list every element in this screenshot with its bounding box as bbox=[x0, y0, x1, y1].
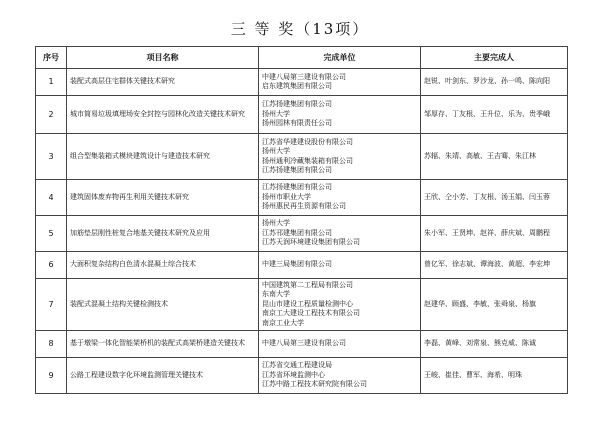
project-name: 装配式高层住宅群体关键技术研究 bbox=[67, 69, 259, 96]
header-units: 完成单位 bbox=[259, 47, 421, 69]
main-contributors: 赵锐、叶剑东、罗沙龙、孙一鸣、陈向阳 bbox=[421, 69, 568, 96]
project-name: 基于墩梁一体化智能架桥机的装配式高架桥建造关键技术 bbox=[67, 331, 259, 358]
table-row bbox=[36, 252, 568, 279]
row-number: 7 bbox=[36, 279, 67, 331]
main-contributors: 王欣、仝小芳、丁友根、汤玉娟、闫玉蓉 bbox=[421, 180, 568, 216]
project-name: 大面积复杂结构白色清水混凝土综合技术 bbox=[67, 252, 259, 279]
completing-units: 江苏省交通工程建设局 江苏省环境监测中心 江苏中路工程技术研究院有限公司 bbox=[259, 358, 421, 394]
completing-units: 江苏扬建集团有限公司 扬州市职业大学 扬州惠民再生资源有限公司 bbox=[259, 180, 421, 216]
main-contributors: 邹厚存、丁友根、王升位、乐为、贵季峨 bbox=[421, 96, 568, 134]
completing-units: 中建八局第三建设有限公司 启东建筑集团有限公司 bbox=[259, 69, 421, 96]
project-name: 装配式混凝土结构关键检测技术 bbox=[67, 279, 259, 331]
header-num: 序号 bbox=[36, 47, 67, 69]
main-contributors: 曾亿军、徐志斌、谭海波、黄超、李宏坤 bbox=[421, 252, 568, 279]
row-number: 2 bbox=[36, 96, 67, 134]
project-name: 加筋垫层刚性桩复合地基关键技术研究及应用 bbox=[67, 216, 259, 252]
table-row bbox=[36, 180, 568, 216]
table-row bbox=[36, 134, 568, 180]
main-contributors: 李磊、黄峰、刘常泉、熊克威、陈诚 bbox=[421, 331, 568, 358]
row-number: 8 bbox=[36, 331, 67, 358]
row-number: 5 bbox=[36, 216, 67, 252]
completing-units: 中建八局第三建设有限公司 bbox=[259, 331, 421, 358]
row-number: 4 bbox=[36, 180, 67, 216]
table-row bbox=[36, 331, 568, 358]
completing-units: 江苏省华建建设股份有限公司 扬州大学 扬州通利冷藏集装箱有限公司 江苏扬建集团有限公司 bbox=[259, 134, 421, 180]
row-number: 1 bbox=[36, 69, 67, 96]
row-number: 6 bbox=[36, 252, 67, 279]
main-contributors: 朱小军、王贤坤、赵祥、薛庆斌、周鹏程 bbox=[421, 216, 568, 252]
project-name: 城市简易垃圾填埋场安全封控与园林化改造关键技术研究 bbox=[67, 96, 259, 134]
awards-table bbox=[35, 46, 568, 394]
header-people: 主要完成人 bbox=[421, 47, 568, 69]
completing-units: 中建三局集团有限公司 bbox=[259, 252, 421, 279]
main-contributors: 赵建华、顾盛、李敏、张舜泉、杨旗 bbox=[421, 279, 568, 331]
table-row bbox=[36, 96, 568, 134]
project-name: 公路工程建设数字化环境监测管理关键技术 bbox=[67, 358, 259, 394]
row-number: 9 bbox=[36, 358, 67, 394]
table-row bbox=[36, 69, 568, 96]
main-contributors: 苏辐、朱靖、高敏、王吉骞、朱江林 bbox=[421, 134, 568, 180]
project-name: 组合型集装箱式模块建筑设计与建造技术研究 bbox=[67, 134, 259, 180]
row-number: 3 bbox=[36, 134, 67, 180]
table-row bbox=[36, 216, 568, 252]
project-name: 建筑固体废弃物再生利用关键技术研究 bbox=[67, 180, 259, 216]
table-row bbox=[36, 279, 568, 331]
completing-units: 江苏扬建集团有限公司 扬州大学 扬州园林有限责任公司 bbox=[259, 96, 421, 134]
header-project-name: 项目名称 bbox=[67, 47, 259, 69]
table-row bbox=[36, 358, 568, 394]
page-title: 三 等 奖（13项） bbox=[230, 20, 370, 38]
completing-units: 中国建筑第二工程局有限公司 东南大学 昆山市建设工程质量检测中心 南京工大建设工程技术有限公司 南京工业大学 bbox=[259, 279, 421, 331]
main-contributors: 王峻、崔佳、曹军、海希、明珠 bbox=[421, 358, 568, 394]
table-header-row bbox=[36, 47, 568, 69]
completing-units: 扬州大学 江苏邗建集团有限公司 江苏天润环境建设集团有限公司 bbox=[259, 216, 421, 252]
